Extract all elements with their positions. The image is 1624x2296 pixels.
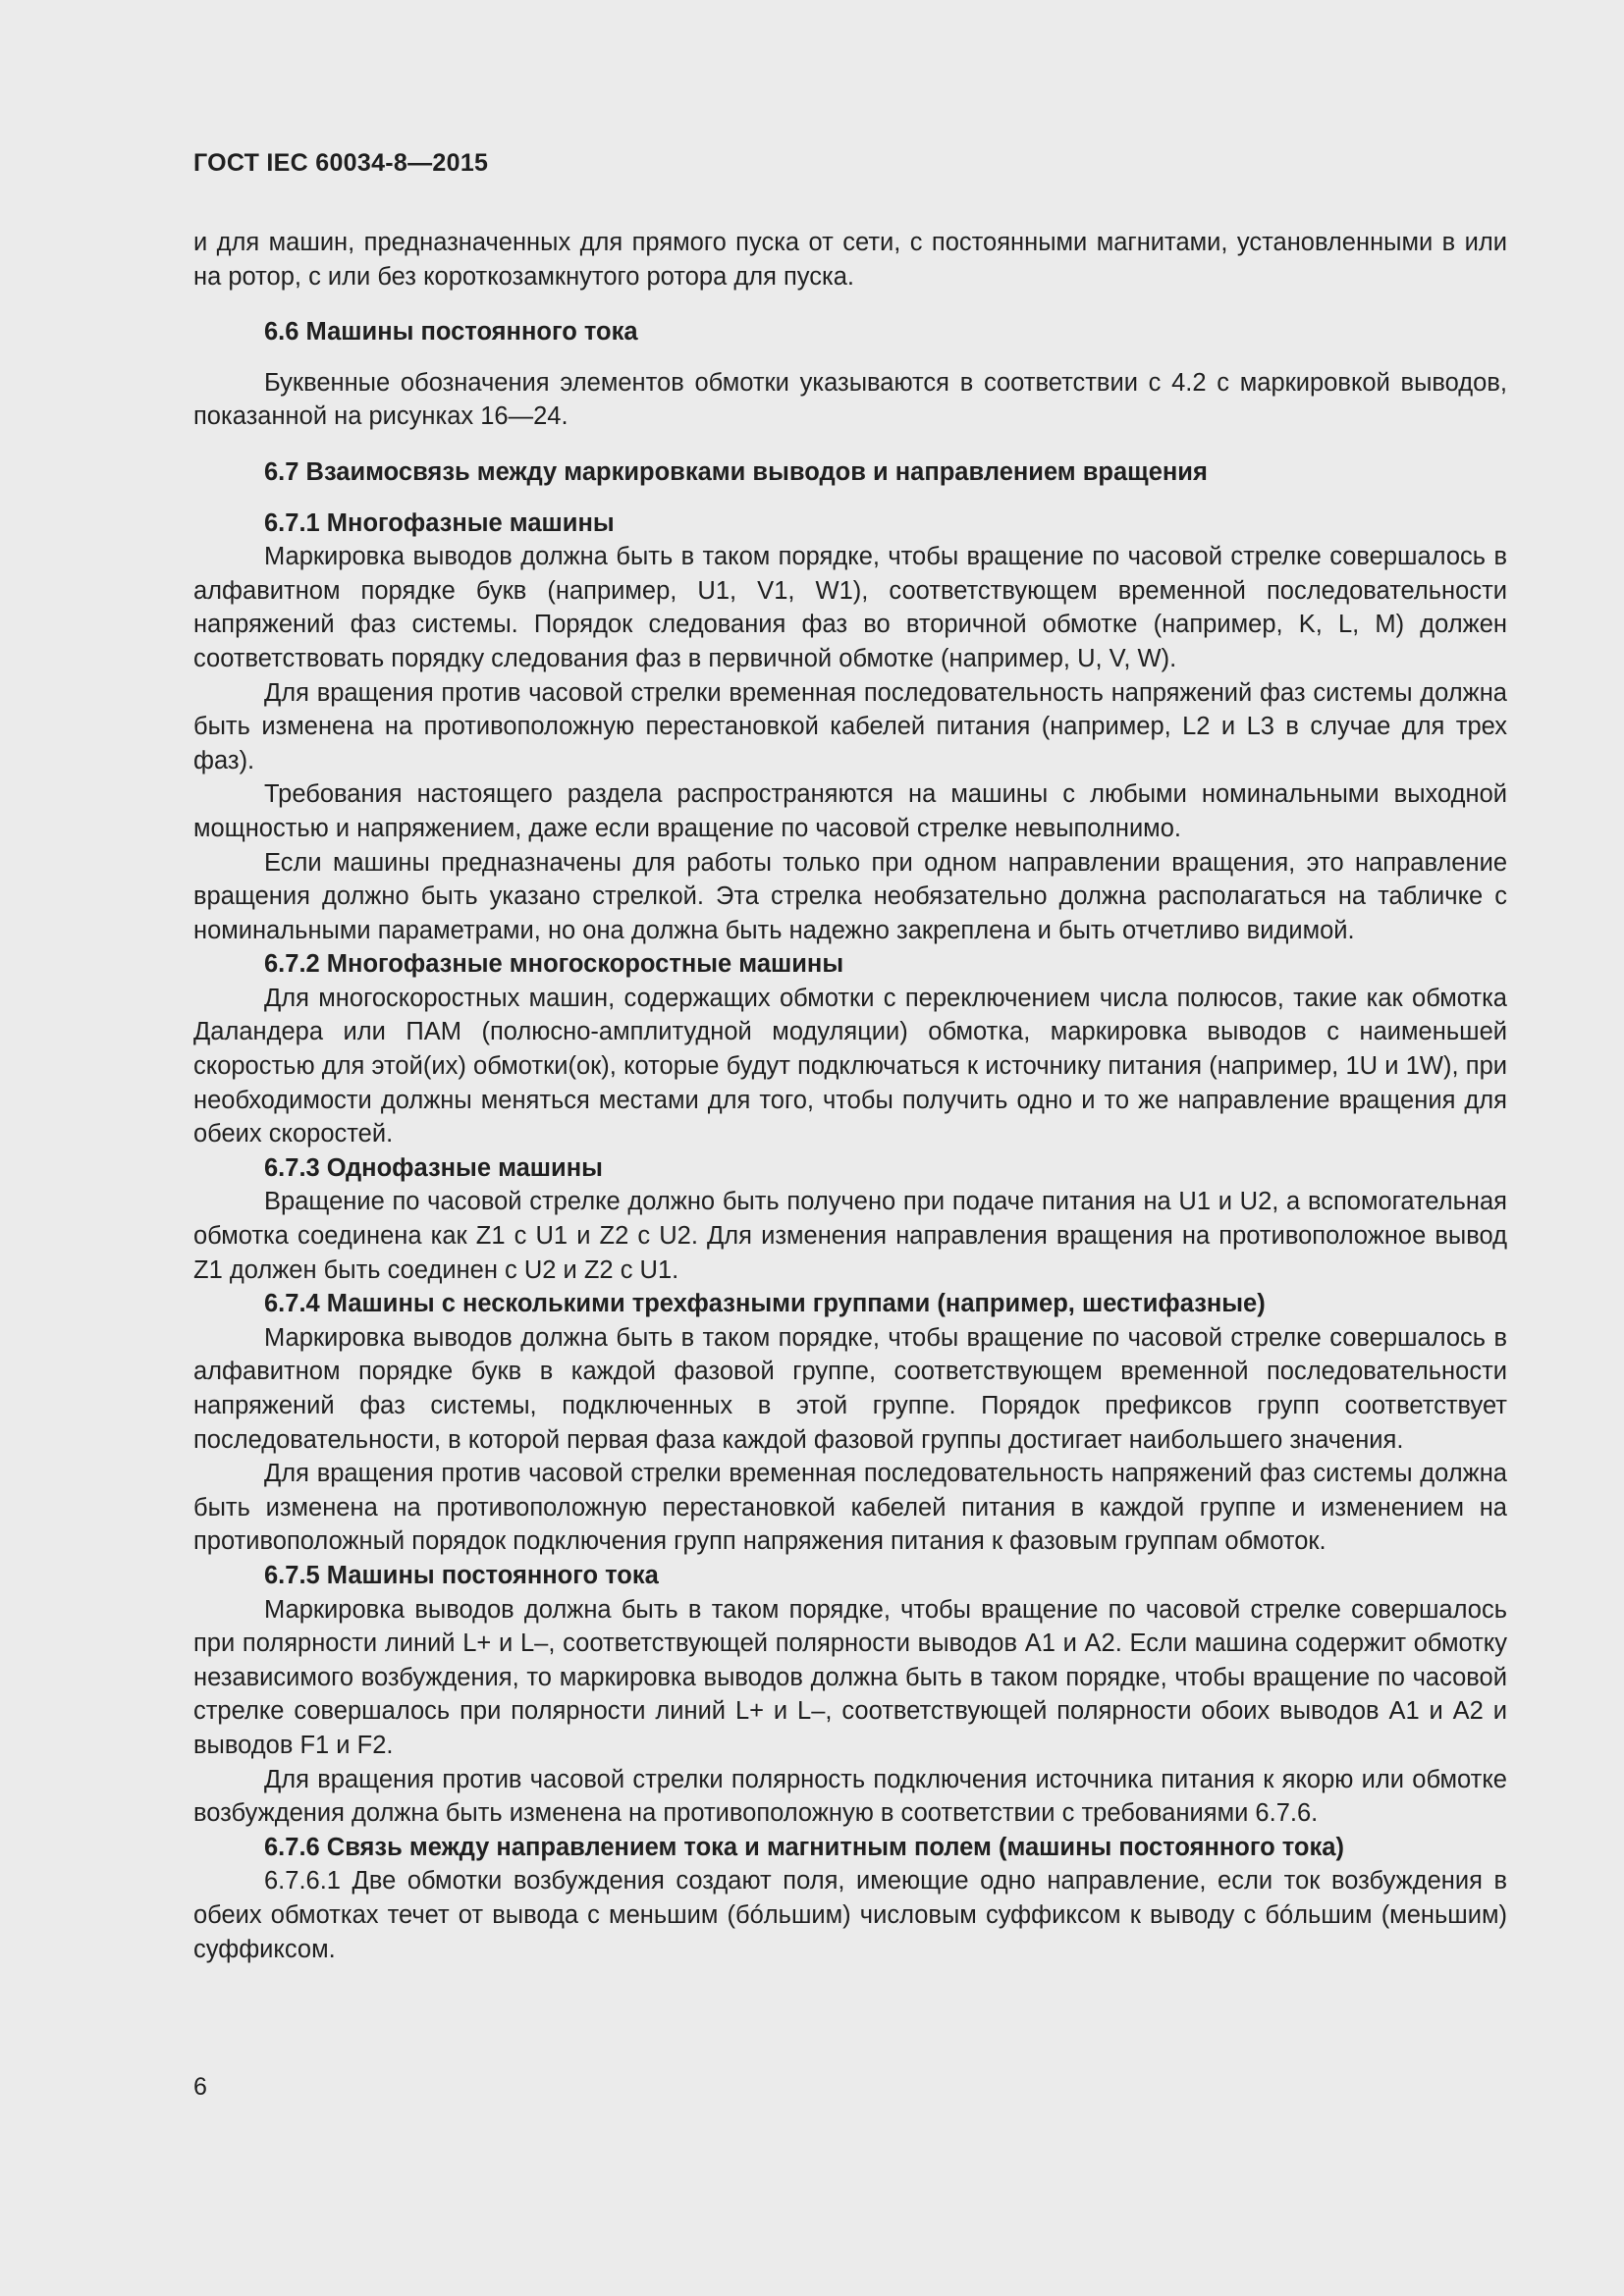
paragraph-6-7-1-a: Маркировка выводов должна быть в таком порядке, чтобы вращение по часовой стрелке совершалось в алфавитном порядке букв (например, U1, V1, W1), соответствующем временной последовательности напряжений фаз системы. Порядок следования фаз во вторичной обмотке (например, K, L, M) должен соответствовать порядку следования фаз в первичной обмотке (например, U, V, W). <box>193 543 1507 672</box>
paragraph-6-7-3: Вращение по часовой стрелке должно быть получено при подаче питания на U1 и U2, а вспомогательная обмотка соединена как Z1 с U1 и Z2 с U2. Для изменения направления вращения на противоположное вывод Z1 должен быть соединен с U2 и Z2 с U1. <box>193 1188 1507 1284</box>
paragraph-intro: и для машин, предназначенных для прямого пуска от сети, с постоянными магнитами, установленными в или на ротор, с или без короткозамкнутого ротора для пуска. <box>193 229 1507 291</box>
heading-6-7-1: 6.7.1 Многофазные машины <box>264 508 615 537</box>
paragraph-6-7-6-1: 6.7.6.1 Две обмотки возбуждения создают поля, имеющие одно направление, если ток возбуждения в обеих обмотках течет от вывода с меньшим (бóльшим) числовым суффиксом к выводу с бóльшим (меньшим) суффиксом. <box>193 1867 1507 1963</box>
paragraph-6-7-4-a: Маркировка выводов должна быть в таком порядке, чтобы вращение по часовой стрелке совершалось в алфавитном порядке букв в каждой фазовой группе, соответствующем временной последовательности напряжений фаз системы, подключенных в этой группе. Порядок префиксов групп соответствует последовательности, в которой первая фаза каждой фазовой группы достигает наибольшего значения. <box>193 1323 1507 1454</box>
paragraph-6-6: Буквенные обозначения элементов обмотки указываются в соответствии с 4.2 с маркировкой выводов, показанной на рисунках 16—24. <box>193 368 1507 431</box>
paragraph-6-7-5-a: Маркировка выводов должна быть в таком порядке, чтобы вращение по часовой стрелке совершалось при полярности линий L+ и L–, соответствующей полярности выводов A1 и A2. Если машина содержит обмотку независимого возбуждения, то маркировка выводов должна быть в таком порядке, чтобы вращение по часовой стрелке совершалось при полярности линий L+ и L–, соответствующей полярности обоих выводов A1 и A2 и выводов F1 и F2. <box>193 1595 1507 1759</box>
paragraph-6-7-2: Для многоскоростных машин, содержащих обмотки с переключением числа полюсов, такие как обмотка Даландера или ПАМ (полюсно-амплитудной модуляции) обмотка, маркировка выводов с наименьшей скоростью для этой(их) обмотки(ок), которые будут подключаться к источнику питания (например, 1U и 1W), при необходимости должны меняться местами для того, чтобы получить одно и то же направление вращения для обеих скоростей. <box>193 984 1507 1148</box>
heading-6-6: 6.6 Машины постоянного тока <box>264 318 638 347</box>
heading-6-7: 6.7 Взаимосвязь между маркировками выводов и направлением вращения <box>264 457 1208 486</box>
heading-6-7-6: 6.7.6 Связь между направлением тока и магнитным полем (машины постоянного тока) <box>264 1833 1344 1861</box>
heading-6-7-5: 6.7.5 Машины постоянного тока <box>264 1561 659 1589</box>
heading-6-7-4: 6.7.4 Машины с несколькими трехфазными группами (например, шестифазные) <box>264 1290 1266 1318</box>
paragraph-6-7-1-d: Если машины предназначены для работы только при одном направлении вращения, это направление вращения должно быть указано стрелкой. Эта стрелка необязательно должна располагаться на табличке с номинальными параметрами, но она должна быть надежно закреплена и быть отчетливо видимой. <box>193 848 1507 944</box>
document-header: ГОСТ IEC 60034-8—2015 <box>193 149 489 177</box>
paragraph-6-7-1-b: Для вращения против часовой стрелки временная последовательность напряжений фаз системы должна быть изменена на противоположную перестановкой кабелей питания (например, L2 и L3 в случае для трех фаз). <box>193 678 1507 774</box>
heading-6-7-2: 6.7.2 Многофазные многоскоростные машины <box>264 950 844 979</box>
page-number: 6 <box>193 2073 207 2101</box>
paragraph-6-7-1-c: Требования настоящего раздела распространяются на машины с любыми номинальными выходной мощностью и напряжением, даже если вращение по часовой стрелке невыполнимо. <box>193 780 1507 842</box>
heading-6-7-3: 6.7.3 Однофазные машины <box>264 1153 603 1182</box>
paragraph-6-7-4-b: Для вращения против часовой стрелки временная последовательность напряжений фаз системы должна быть изменена на противоположную перестановкой кабелей питания в каждой группе и изменением на противоположный порядок подключения групп напряжения питания к фазовым группам обмоток. <box>193 1460 1507 1556</box>
paragraph-6-7-5-b: Для вращения против часовой стрелки полярность подключения источника питания к якорю или обмотке возбуждения должна быть изменена на противоположную в соответствии с требованиями 6.7.6. <box>193 1765 1507 1828</box>
document-body <box>193 226 1507 1966</box>
